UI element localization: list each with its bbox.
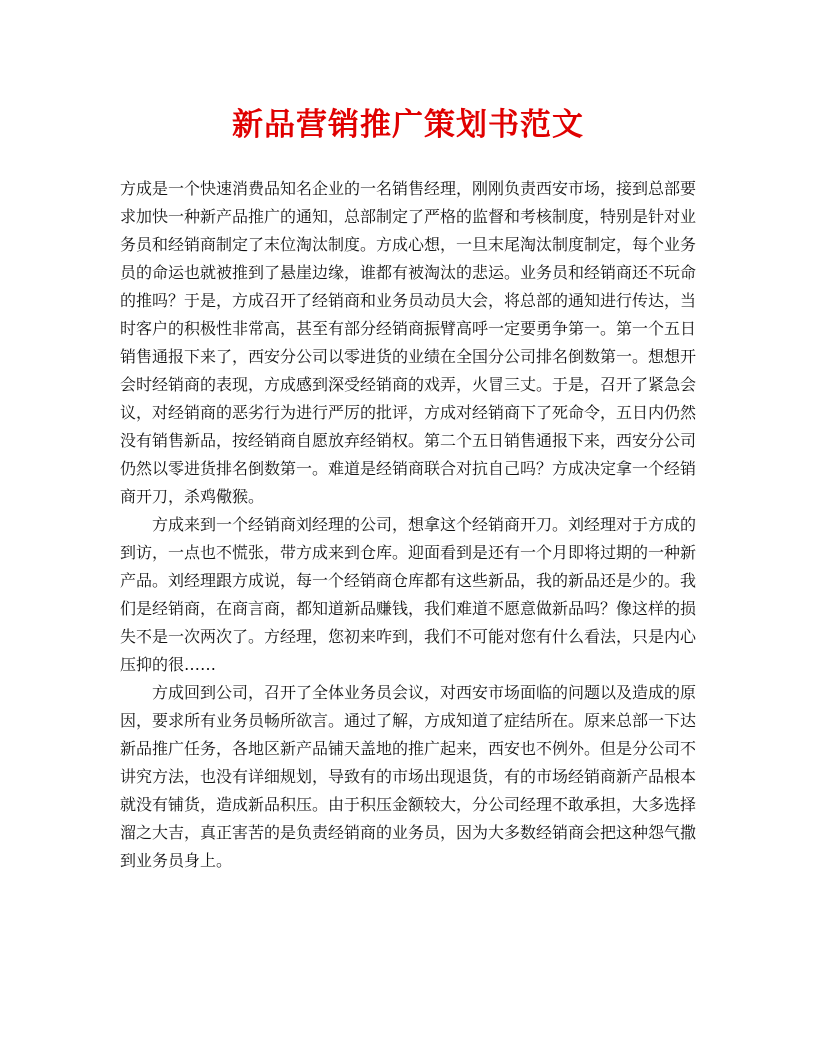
- paragraph-3: 方成回到公司，召开了全体业务员会议，对西安市场面临的问题以及造成的原因，要求所有业务员畅所欲言。通过了解，方成知道了症结所在。原来总部一下达新品推广任务，各地区新产品铺天盖地的推广起来，西安也不例外。但是分公司不讲究方法，也没有详细规划，导致有的市场出现退货，有的市场经销商新产品根本就没有铺货，造成新品积压。由于积压金额较大，分公司经理不敢承担，大多选择溜之大吉，真正害苦的是负责经销商的业务员，因为大多数经销商会把这种怨气撒到业务员身上。: [120, 683, 697, 870]
- document-title: 新品营销推广策划书范文: [232, 107, 584, 143]
- paragraph-2: 方成来到一个经销商刘经理的公司，想拿这个经销商开刀。刘经理对于方成的到访，一点也不慌张，带方成来到仓库。迎面看到是还有一个月即将过期的一种新产品。刘经理跟方成说，每一个经销商仓库都有这些新品，我的新品还是少的。我们是经销商，在商言商，都知道新品赚钱，我们难道不愿意做新品吗？像这样的损失不是一次两次了。方经理，您初来咋到，我们不可能对您有什么看法，只是内心压抑的很……: [120, 515, 697, 674]
- paragraph-1: 方成是一个快速消费品知名企业的一名销售经理，刚刚负责西安市场，接到总部要求加快一种新产品推广的通知，总部制定了严格的监督和考核制度，特别是针对业务员和经销商制定了末位淘汰制度。方成心想，一旦末尾淘汰制度制定，每个业务员的命运也就被推到了悬崖边缘，谁都有被淘汰的悲运。业务员和经销商还不玩命的推吗？于是，方成召开了经销商和业务员动员大会，将总部的通知进行传达，当时客户的积极性非常高，甚至有部分经销商振臂高呼一定要勇争第一。第一个五日销售通报下来了，西安分公司以零进货的业绩在全国分公司排名倒数第一。想想开会时经销商的表现，方成感到深受经销商的戏弄，火冒三丈。于是，召开了紧急会议，对经销商的恶劣行为进行严厉的批评，方成对经销商下了死命令，五日内仍然没有销售新品，按经销商自愿放弃经销权。第二个五日销售通报下来，西安分公司仍然以零进货排名倒数第一。难道是经销商联合对抗自己吗？方成决定拿一个经销商开刀，杀鸡儆猴。: [120, 179, 697, 506]
- document-body: [120, 175, 696, 875]
